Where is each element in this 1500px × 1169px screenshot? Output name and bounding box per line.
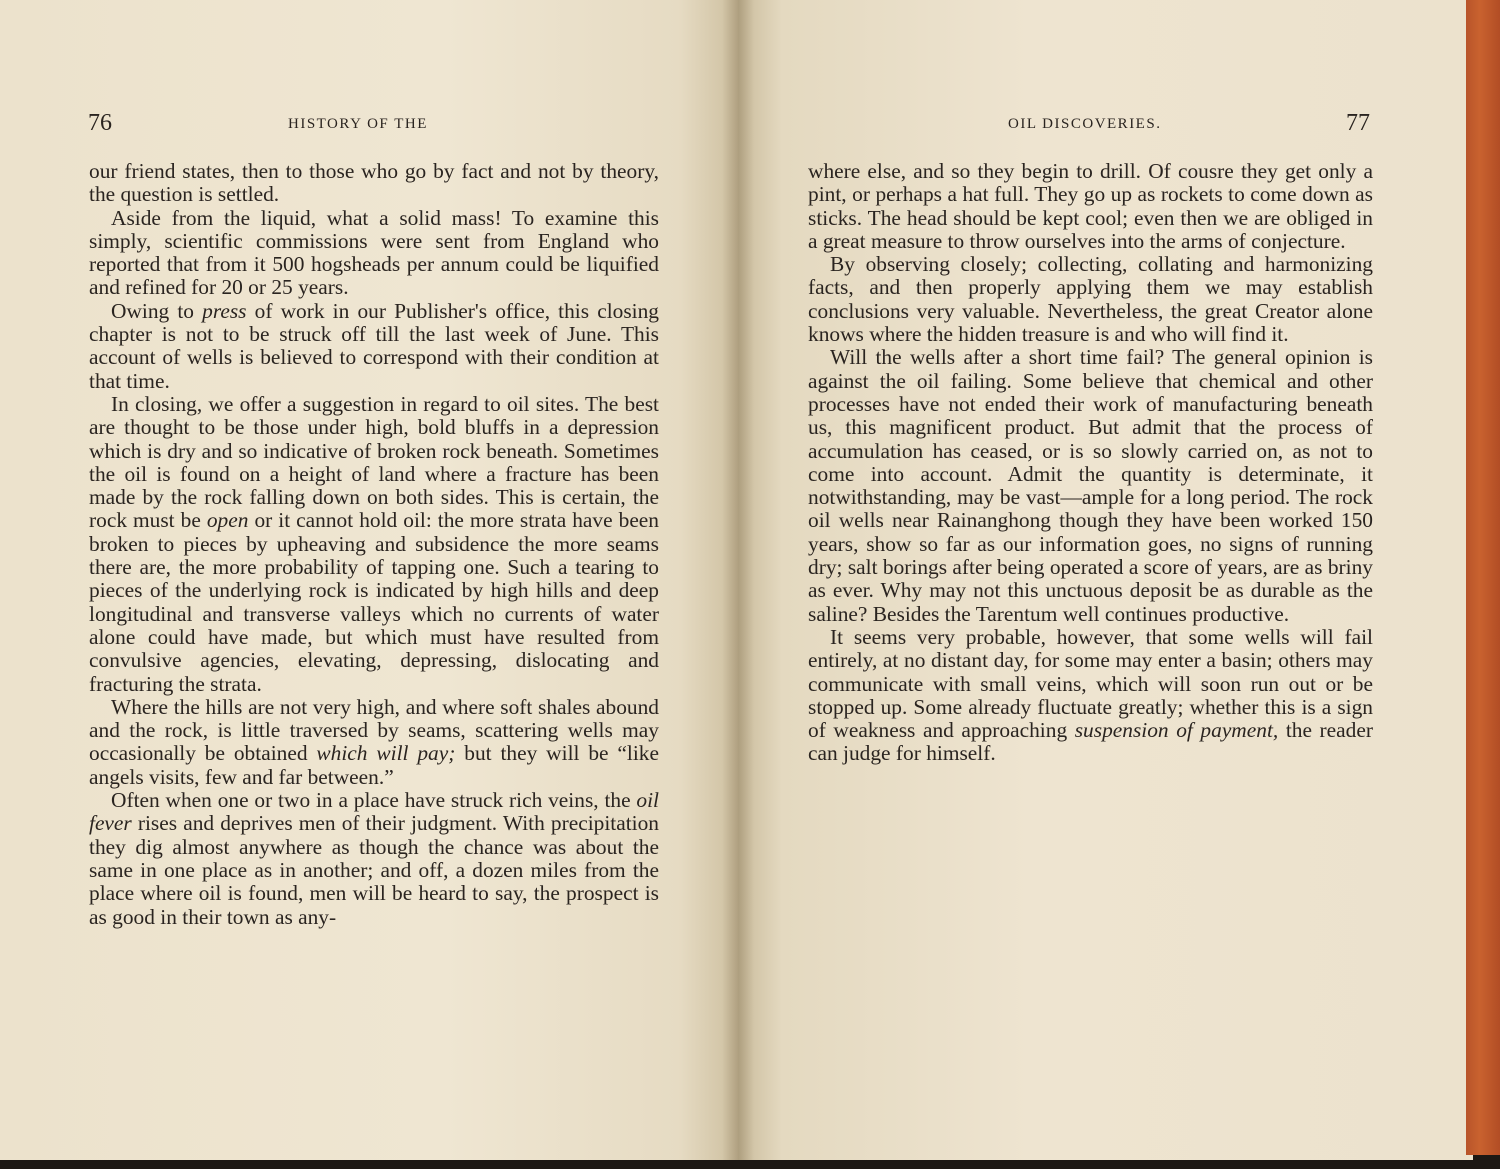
text-run: Where the hills are not very high, and where soft shales abound and the rock, is little traversed by seams, scattering wells may occasionally be obtained — [89, 694, 659, 766]
page-number-left: 76 — [88, 110, 112, 136]
cover-edge — [1466, 0, 1500, 1155]
text-run: Owing to — [111, 298, 203, 323]
text-run: our friend states, then to those who go by fact and not by theory, the question is settled. — [89, 159, 659, 207]
paragraph-left-5 — [89, 696, 659, 789]
left-page — [0, 0, 738, 1160]
italic-text: press — [202, 298, 247, 323]
paragraph-left-2 — [89, 207, 659, 300]
paragraph-left-4 — [89, 393, 659, 696]
paragraph-right-4 — [808, 626, 1373, 766]
paragraph-right-3 — [808, 346, 1373, 626]
page-number-right: 77 — [1346, 110, 1370, 136]
text-run: the reader can judge for himself. — [808, 718, 1373, 766]
text-run: Aside from the liquid, what a solid mass! To examine this simply, scientific commissions were sent from England who reported that from it 500 hogsheads per annum could be liquified and refined for 20 or 25 years. — [89, 205, 659, 300]
text-run: By observing closely; collecting, collating and harmonizing facts, and then properly applying them we may establish conclusions very valuable. Nevertheless, the great Creator alone knows where the hidden treasure is and who will find it. — [808, 252, 1373, 347]
text-run: where else, and so they begin to drill. Of cousre they get only a pint, or perhaps a hat full. They go up as rockets to come down as sticks. The head should be kept cool; even then we are obliged in a great measure to throw ourselves into the arms of conjecture. — [808, 159, 1373, 253]
text-run: of work in our Publisher's office, this closing chapter is not to be struck off till the last week of June. This account of wells is believed to correspond with their condition at that time. — [89, 298, 659, 393]
body-text-right — [808, 160, 1373, 766]
text-run: or it cannot hold oil: the more strata have been broken to pieces by upheaving and subsidence the more seams there are, the more probability of tapping one. Such a tearing to pieces of the underlying rock is indicated by high hills and deep longitudinal and transverse valleys which no currents of water alone could have made, but which must have resulted from convulsive agencies, elevating, depressing, dislocating and fracturing the strata. — [89, 508, 659, 696]
body-text-left — [89, 160, 659, 929]
running-head-left: HISTORY OF THE — [288, 116, 428, 132]
text-run: In closing, we offer a suggestion in regard to oil sites. The best are thought to be those under high, bold bluffs in a depression which is dry and so indicative of broken rock beneath. Sometimes the oil is found on a height of land where a fracture has been made by the rock falling down on both sides. This is certain, the rock must be — [89, 391, 659, 533]
text-run: rises and deprives men of their judgment. With precipitation they dig almost anywhere as though the chance was about the same in one place as in another; and off, a dozen miles from the place where oil is found, men will be heard to say, the prospect is as good in their town as any- — [89, 811, 659, 929]
italic-text: suspension of payment, — [1074, 718, 1279, 743]
running-head-right: OIL DISCOVERIES. — [1008, 116, 1162, 132]
paragraph-left-6 — [89, 789, 659, 929]
text-run: Will the wells after a short time fail? The general opinion is against the oil failing. Some believe that chemical and other processes have not ended their work of manufacturing beneath us, this magnificent product. But admit that the process of accumulation has ceased, or is so slowly carried on, as not to come into account. Admit the quantity is determinate, it notwithstanding, may be vast—ample for a long period. The rock oil wells near Rainanghong though they have been worked 150 years, show so far as our information goes, no signs of running dry; salt borings after being operated a score of years, are as briny as ever. Why may not this unctuous deposit be as durable as the saline? Besides the Tarentum well continues productive. — [808, 345, 1373, 626]
paragraph-right-1 — [808, 160, 1373, 253]
text-run: It seems very probable, however, that some wells will fail entirely, at no distant day, for some may enter a basin; others may communicate with small veins, which will soon run out or be stopped up. Some already fluctuate greatly; whether this is a sign of weakness and approaching — [808, 624, 1373, 743]
italic-text: which will pay; — [316, 741, 456, 766]
italic-text: oil fever — [89, 788, 659, 836]
italic-text: open — [206, 508, 249, 533]
paragraph-left-3 — [89, 300, 659, 393]
text-run: Often when one or two in a place have struck rich veins, the — [111, 788, 637, 813]
gutter-shadow — [722, 0, 754, 1160]
paragraph-right-2 — [808, 253, 1373, 346]
right-page — [738, 0, 1473, 1160]
paragraph-left-1 — [89, 160, 659, 207]
text-run: but they will be “like angels visits, few and far between.” — [89, 741, 659, 789]
